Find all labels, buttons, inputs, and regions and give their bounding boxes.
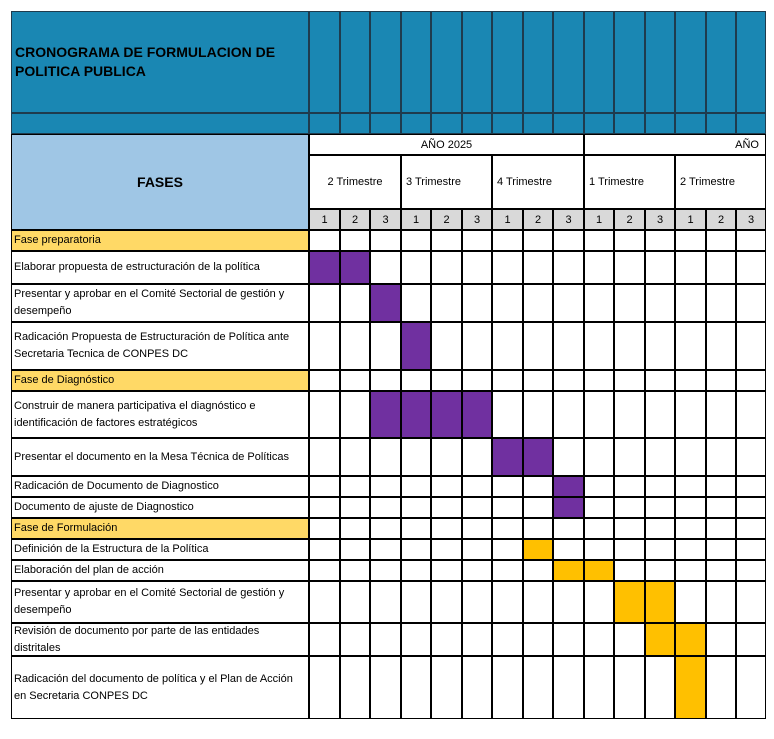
blue-band-cell <box>370 113 401 134</box>
gantt-empty-cell <box>645 370 675 391</box>
task-label: Documento de ajuste de Diagnostico <box>11 497 309 518</box>
gantt-empty-cell <box>584 518 614 539</box>
title-band-cell <box>401 11 431 113</box>
title-band-cell <box>706 11 736 113</box>
gantt-empty-cell <box>462 230 492 251</box>
month-number: 1 <box>401 209 431 230</box>
gantt-empty-cell <box>401 518 431 539</box>
task-label: Elaboración del plan de acción <box>11 560 309 581</box>
quarter-header: 1 Trimestre <box>584 155 675 209</box>
gantt-empty-cell <box>645 539 675 560</box>
gantt-empty-cell <box>340 539 370 560</box>
blue-band-cell <box>309 113 340 134</box>
title-band-cell <box>675 11 706 113</box>
gantt-empty-cell <box>706 623 736 656</box>
blue-band-cell <box>736 113 766 134</box>
month-number: 2 <box>340 209 370 230</box>
task-label: Elaborar propuesta de estructuración de la política <box>11 251 309 284</box>
gantt-empty-cell <box>462 476 492 497</box>
gantt-empty-cell <box>706 322 736 370</box>
phase-label: Fase de Diagnóstico <box>11 370 309 391</box>
task-label: Radicación del documento de política y el Plan de Acción en Secretaria CONPES DC <box>11 656 309 719</box>
gantt-empty-cell <box>553 251 584 284</box>
gantt-empty-cell <box>736 370 766 391</box>
gantt-empty-cell <box>523 581 553 623</box>
gantt-bar-cell <box>553 497 584 518</box>
gantt-empty-cell <box>584 391 614 438</box>
gantt-empty-cell <box>340 438 370 476</box>
gantt-empty-cell <box>645 560 675 581</box>
gantt-empty-cell <box>401 438 431 476</box>
month-number: 2 <box>431 209 462 230</box>
quarter-header: 2 Trimestre <box>675 155 766 209</box>
gantt-empty-cell <box>553 518 584 539</box>
month-number: 2 <box>523 209 553 230</box>
gantt-empty-cell <box>309 539 340 560</box>
gantt-empty-cell <box>309 581 340 623</box>
gantt-empty-cell <box>736 539 766 560</box>
blue-band-cell <box>11 113 309 134</box>
month-number: 1 <box>492 209 523 230</box>
task-label: Radicación Propuesta de Estructuración de Política ante Secretaria Tecnica de CONPES DC <box>11 322 309 370</box>
gantt-empty-cell <box>401 560 431 581</box>
gantt-bar-cell <box>340 251 370 284</box>
gantt-empty-cell <box>706 539 736 560</box>
gantt-empty-cell <box>553 391 584 438</box>
title-band-cell <box>309 11 340 113</box>
gantt-empty-cell <box>492 497 523 518</box>
gantt-empty-cell <box>584 284 614 322</box>
gantt-empty-cell <box>370 322 401 370</box>
gantt-empty-cell <box>706 497 736 518</box>
gantt-empty-cell <box>431 656 462 719</box>
gantt-empty-cell <box>401 497 431 518</box>
gantt-empty-cell <box>492 518 523 539</box>
gantt-empty-cell <box>736 230 766 251</box>
gantt-empty-cell <box>462 497 492 518</box>
gantt-empty-cell <box>523 391 553 438</box>
blue-band-cell <box>706 113 736 134</box>
gantt-empty-cell <box>645 438 675 476</box>
gantt-empty-cell <box>553 438 584 476</box>
gantt-empty-cell <box>340 560 370 581</box>
gantt-empty-cell <box>706 251 736 284</box>
gantt-empty-cell <box>340 284 370 322</box>
gantt-empty-cell <box>675 438 706 476</box>
blue-band-cell <box>401 113 431 134</box>
gantt-empty-cell <box>462 251 492 284</box>
gantt-empty-cell <box>645 230 675 251</box>
gantt-empty-cell <box>523 518 553 539</box>
gantt-empty-cell <box>431 322 462 370</box>
gantt-empty-cell <box>401 476 431 497</box>
gantt-empty-cell <box>553 322 584 370</box>
gantt-empty-cell <box>645 497 675 518</box>
gantt-empty-cell <box>553 656 584 719</box>
gantt-empty-cell <box>553 284 584 322</box>
gantt-empty-cell <box>706 656 736 719</box>
gantt-empty-cell <box>523 560 553 581</box>
title-band-cell <box>370 11 401 113</box>
gantt-empty-cell <box>309 391 340 438</box>
gantt-empty-cell <box>370 560 401 581</box>
blue-band-cell <box>675 113 706 134</box>
gantt-empty-cell <box>370 251 401 284</box>
blue-band-cell <box>553 113 584 134</box>
gantt-empty-cell <box>492 284 523 322</box>
gantt-empty-cell <box>584 322 614 370</box>
gantt-empty-cell <box>645 656 675 719</box>
gantt-empty-cell <box>523 230 553 251</box>
gantt-empty-cell <box>340 322 370 370</box>
title-band-cell <box>431 11 462 113</box>
month-number: 3 <box>645 209 675 230</box>
gantt-empty-cell <box>614 322 645 370</box>
gantt-empty-cell <box>431 251 462 284</box>
month-number: 1 <box>675 209 706 230</box>
month-number: 1 <box>584 209 614 230</box>
gantt-empty-cell <box>492 539 523 560</box>
gantt-empty-cell <box>492 581 523 623</box>
gantt-empty-cell <box>675 284 706 322</box>
gantt-empty-cell <box>492 476 523 497</box>
gantt-bar-cell <box>401 322 431 370</box>
gantt-empty-cell <box>706 284 736 322</box>
gantt-empty-cell <box>645 518 675 539</box>
gantt-empty-cell <box>340 497 370 518</box>
schedule-title: CRONOGRAMA DE FORMULACION DE POLITICA PUBLICA <box>11 11 309 113</box>
task-label: Presentar y aprobar en el Comité Sectorial de gestión y desempeño <box>11 581 309 623</box>
gantt-empty-cell <box>492 623 523 656</box>
blue-band-cell <box>462 113 492 134</box>
phase-label: Fase de Formulación <box>11 518 309 539</box>
gantt-bar-cell <box>462 391 492 438</box>
gantt-empty-cell <box>431 438 462 476</box>
gantt-empty-cell <box>431 370 462 391</box>
blue-band-cell <box>431 113 462 134</box>
gantt-bar-cell <box>370 284 401 322</box>
gantt-empty-cell <box>584 230 614 251</box>
gantt-empty-cell <box>675 251 706 284</box>
gantt-empty-cell <box>706 560 736 581</box>
gantt-empty-cell <box>584 539 614 560</box>
gantt-empty-cell <box>675 497 706 518</box>
gantt-empty-cell <box>706 391 736 438</box>
task-label: Presentar y aprobar en el Comité Sectorial de gestión y desempeño <box>11 284 309 322</box>
gantt-empty-cell <box>584 497 614 518</box>
gantt-empty-cell <box>736 656 766 719</box>
gantt-empty-cell <box>584 581 614 623</box>
gantt-empty-cell <box>370 581 401 623</box>
gantt-empty-cell <box>584 476 614 497</box>
gantt-empty-cell <box>309 497 340 518</box>
gantt-empty-cell <box>614 438 645 476</box>
month-number: 1 <box>309 209 340 230</box>
gantt-bar-cell <box>553 560 584 581</box>
quarter-header: 2 Trimestre <box>309 155 401 209</box>
gantt-empty-cell <box>462 370 492 391</box>
blue-band-cell <box>340 113 370 134</box>
gantt-empty-cell <box>675 518 706 539</box>
gantt-empty-cell <box>584 623 614 656</box>
gantt-empty-cell <box>553 623 584 656</box>
gantt-bar-cell <box>614 581 645 623</box>
gantt-empty-cell <box>645 251 675 284</box>
gantt-empty-cell <box>401 370 431 391</box>
gantt-empty-cell <box>584 370 614 391</box>
gantt-empty-cell <box>553 581 584 623</box>
gantt-bar-cell <box>553 476 584 497</box>
title-band-cell <box>462 11 492 113</box>
gantt-bar-cell <box>645 581 675 623</box>
gantt-empty-cell <box>309 560 340 581</box>
gantt-empty-cell <box>431 230 462 251</box>
gantt-empty-cell <box>309 284 340 322</box>
gantt-empty-cell <box>462 581 492 623</box>
gantt-empty-cell <box>614 518 645 539</box>
gantt-empty-cell <box>401 284 431 322</box>
gantt-empty-cell <box>370 518 401 539</box>
task-label: Radicación de Documento de Diagnostico <box>11 476 309 497</box>
gantt-empty-cell <box>492 251 523 284</box>
gantt-empty-cell <box>736 251 766 284</box>
blue-band-cell <box>614 113 645 134</box>
gantt-empty-cell <box>431 560 462 581</box>
gantt-empty-cell <box>401 656 431 719</box>
blue-band-cell <box>492 113 523 134</box>
gantt-empty-cell <box>309 476 340 497</box>
title-band-cell <box>614 11 645 113</box>
gantt-empty-cell <box>706 230 736 251</box>
gantt-empty-cell <box>614 230 645 251</box>
gantt-empty-cell <box>736 284 766 322</box>
task-label: Construir de manera participativa el diagnóstico e identificación de factores estratégicos <box>11 391 309 438</box>
gantt-bar-cell <box>401 391 431 438</box>
gantt-empty-cell <box>614 251 645 284</box>
title-band-cell <box>340 11 370 113</box>
gantt-empty-cell <box>462 656 492 719</box>
gantt-empty-cell <box>614 656 645 719</box>
gantt-empty-cell <box>736 438 766 476</box>
gantt-empty-cell <box>614 560 645 581</box>
gantt-empty-cell <box>309 322 340 370</box>
gantt-empty-cell <box>553 370 584 391</box>
gantt-empty-cell <box>492 322 523 370</box>
gantt-bar-cell <box>645 623 675 656</box>
gantt-empty-cell <box>462 560 492 581</box>
fases-header-lower <box>11 209 309 230</box>
title-band-cell <box>523 11 553 113</box>
gantt-empty-cell <box>309 623 340 656</box>
gantt-empty-cell <box>401 251 431 284</box>
gantt-empty-cell <box>614 370 645 391</box>
task-label: Definición de la Estructura de la Política <box>11 539 309 560</box>
month-number: 3 <box>462 209 492 230</box>
gantt-bar-cell <box>492 438 523 476</box>
gantt-empty-cell <box>736 518 766 539</box>
title-band-cell <box>584 11 614 113</box>
gantt-empty-cell <box>614 476 645 497</box>
gantt-empty-cell <box>614 391 645 438</box>
gantt-empty-cell <box>706 518 736 539</box>
gantt-empty-cell <box>645 284 675 322</box>
gantt-empty-cell <box>431 476 462 497</box>
gantt-empty-cell <box>340 230 370 251</box>
gantt-empty-cell <box>736 581 766 623</box>
gantt-empty-cell <box>645 476 675 497</box>
gantt-empty-cell <box>736 322 766 370</box>
gantt-empty-cell <box>675 476 706 497</box>
gantt-empty-cell <box>492 656 523 719</box>
gantt-bar-cell <box>584 560 614 581</box>
gantt-bar-cell <box>370 391 401 438</box>
blue-band-cell <box>584 113 614 134</box>
quarter-header: 4 Trimestre <box>492 155 584 209</box>
gantt-empty-cell <box>553 230 584 251</box>
gantt-empty-cell <box>614 497 645 518</box>
gantt-empty-cell <box>401 623 431 656</box>
gantt-empty-cell <box>462 623 492 656</box>
gantt-empty-cell <box>370 230 401 251</box>
gantt-empty-cell <box>340 391 370 438</box>
gantt-bar-cell <box>431 391 462 438</box>
gantt-empty-cell <box>309 370 340 391</box>
task-label: Presentar el documento en la Mesa Técnica de Políticas <box>11 438 309 476</box>
gantt-empty-cell <box>614 284 645 322</box>
gantt-empty-cell <box>340 656 370 719</box>
fases-header: FASES <box>11 134 309 230</box>
gantt-empty-cell <box>523 623 553 656</box>
gantt-empty-cell <box>675 322 706 370</box>
gantt-bar-cell <box>523 438 553 476</box>
gantt-empty-cell <box>492 560 523 581</box>
month-number: 3 <box>736 209 766 230</box>
gantt-empty-cell <box>309 230 340 251</box>
phase-label: Fase preparatoria <box>11 230 309 251</box>
gantt-empty-cell <box>584 656 614 719</box>
gantt-empty-cell <box>675 391 706 438</box>
gantt-empty-cell <box>340 581 370 623</box>
gantt-empty-cell <box>523 322 553 370</box>
gantt-bar-cell <box>675 656 706 719</box>
month-number: 2 <box>614 209 645 230</box>
gantt-empty-cell <box>736 391 766 438</box>
gantt-empty-cell <box>462 284 492 322</box>
gantt-empty-cell <box>523 251 553 284</box>
gantt-empty-cell <box>706 438 736 476</box>
gantt-empty-cell <box>401 581 431 623</box>
gantt-empty-cell <box>736 623 766 656</box>
gantt-empty-cell <box>523 497 553 518</box>
gantt-empty-cell <box>340 518 370 539</box>
gantt-empty-cell <box>523 284 553 322</box>
gantt-empty-cell <box>431 539 462 560</box>
gantt-empty-cell <box>645 322 675 370</box>
gantt-empty-cell <box>492 230 523 251</box>
title-band-cell <box>645 11 675 113</box>
gantt-empty-cell <box>675 370 706 391</box>
gantt-empty-cell <box>370 539 401 560</box>
gantt-bar-cell <box>675 623 706 656</box>
gantt-empty-cell <box>431 518 462 539</box>
gantt-empty-cell <box>675 581 706 623</box>
gantt-empty-cell <box>736 476 766 497</box>
month-number: 3 <box>370 209 401 230</box>
gantt-empty-cell <box>431 497 462 518</box>
gantt-empty-cell <box>523 370 553 391</box>
gantt-empty-cell <box>431 623 462 656</box>
year-2025-header: AÑO 2025 <box>309 134 584 155</box>
gantt-empty-cell <box>462 518 492 539</box>
gantt-empty-cell <box>736 560 766 581</box>
gantt-empty-cell <box>675 230 706 251</box>
gantt-empty-cell <box>370 476 401 497</box>
gantt-empty-cell <box>309 438 340 476</box>
gantt-empty-cell <box>370 623 401 656</box>
gantt-empty-cell <box>401 230 431 251</box>
gantt-empty-cell <box>462 438 492 476</box>
gantt-empty-cell <box>340 623 370 656</box>
gantt-empty-cell <box>584 438 614 476</box>
gantt-empty-cell <box>370 370 401 391</box>
gantt-empty-cell <box>645 391 675 438</box>
gantt-empty-cell <box>431 284 462 322</box>
gantt-empty-cell <box>370 656 401 719</box>
gantt-empty-cell <box>523 476 553 497</box>
gantt-empty-cell <box>462 539 492 560</box>
gantt-empty-cell <box>370 438 401 476</box>
gantt-empty-cell <box>401 539 431 560</box>
gantt-empty-cell <box>675 539 706 560</box>
gantt-empty-cell <box>706 370 736 391</box>
gantt-empty-cell <box>340 476 370 497</box>
gantt-empty-cell <box>675 560 706 581</box>
gantt-empty-cell <box>614 539 645 560</box>
title-band-cell <box>736 11 766 113</box>
gantt-empty-cell <box>523 656 553 719</box>
quarter-header: 3 Trimestre <box>401 155 492 209</box>
gantt-empty-cell <box>462 322 492 370</box>
title-band-cell <box>553 11 584 113</box>
month-number: 2 <box>706 209 736 230</box>
gantt-empty-cell <box>370 497 401 518</box>
title-band-cell <box>492 11 523 113</box>
gantt-empty-cell <box>431 581 462 623</box>
gantt-empty-cell <box>492 370 523 391</box>
gantt-empty-cell <box>553 539 584 560</box>
gantt-empty-cell <box>584 251 614 284</box>
gantt-empty-cell <box>309 518 340 539</box>
gantt-empty-cell <box>736 497 766 518</box>
gantt-empty-cell <box>706 476 736 497</box>
gantt-empty-cell <box>492 391 523 438</box>
year-next-header: AÑO <box>584 134 766 155</box>
gantt-bar-cell <box>523 539 553 560</box>
gantt-empty-cell <box>309 656 340 719</box>
gantt-empty-cell <box>706 581 736 623</box>
gantt-bar-cell <box>309 251 340 284</box>
gantt-empty-cell <box>614 623 645 656</box>
blue-band-cell <box>645 113 675 134</box>
blue-band-cell <box>523 113 553 134</box>
task-label: Revisión de documento por parte de las entidades distritales <box>11 623 309 656</box>
month-number: 3 <box>553 209 584 230</box>
gantt-empty-cell <box>340 370 370 391</box>
